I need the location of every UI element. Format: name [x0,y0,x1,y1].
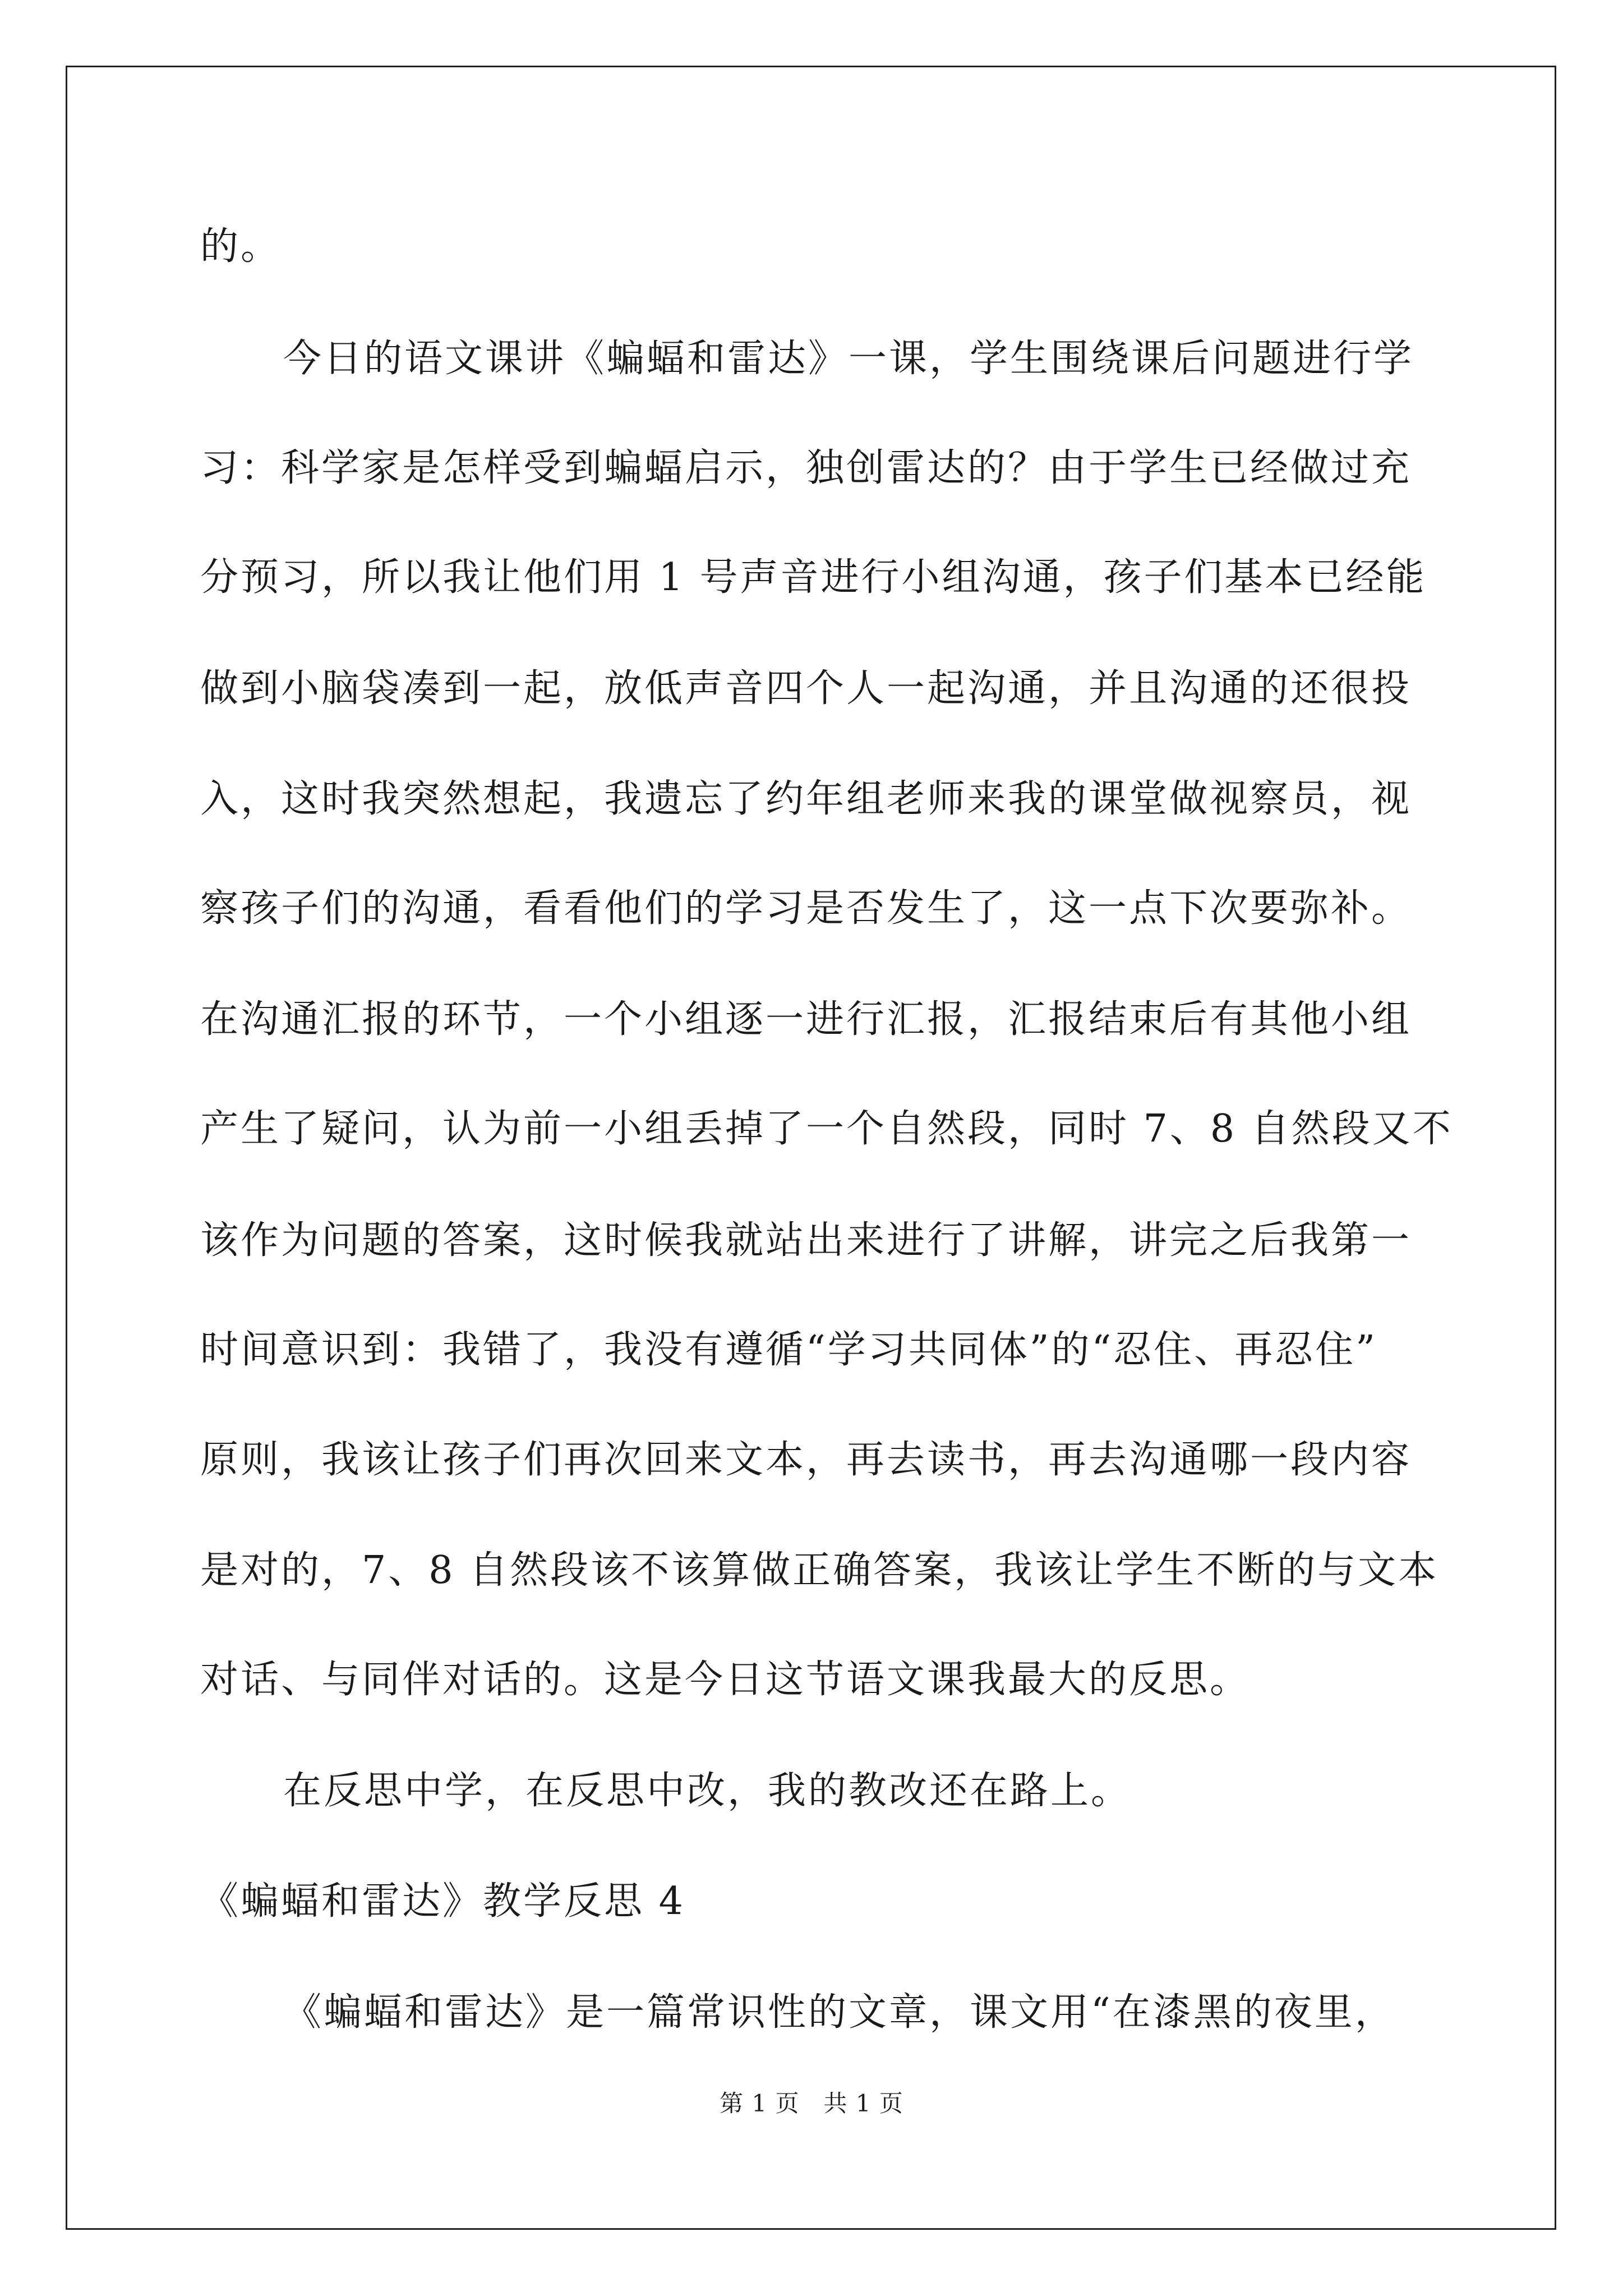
paragraph-line: 习：科学家是怎样受到蝙蝠启示，独创雷达的？由于学生已经做过充 [200,446,1412,490]
paragraph-line: 分预习，所以我让他们用 1 号声音进行小组沟通，孩子们基本已经能 [200,555,1427,600]
paragraph-line: 该作为问题的答案，这时候我就站出来进行了讲解，讲完之后我第一 [200,1218,1412,1263]
paragraph-line: 是对的，7、8 自然段该不该算做正确答案，我该让学生不断的与文本 [200,1548,1439,1593]
text-line: 的。 [200,224,282,269]
paragraph-line: 对话、与同伴对话的。这是今日这节语文课我最大的反思。 [200,1658,1251,1702]
paragraph-line: 时间意识到：我错了，我没有遵循“学习共同体”的“忍住、再忍住” [200,1328,1378,1372]
paragraph-line: 产生了疑问，认为前一小组丢掉了一个自然段，同时 7、8 自然段又不 [200,1107,1453,1151]
section-heading: 《蝙蝠和雷达》教学反思 4 [200,1879,685,1924]
paragraph-line: 原则，我该让孩子们再次回来文本，再去读书，再去沟通哪一段内容 [200,1438,1412,1482]
paragraph-line: 在沟通汇报的环节，一个小组逐一进行汇报，汇报结束后有其他小组 [200,997,1412,1042]
paragraph-line: 《蝙蝠和雷达》是一篇常识性的文章，课文用“在漆黑的夜里， [283,1990,1395,2035]
paragraph-line: 入，这时我突然想起，我遗忘了约年组老师来我的课堂做视察员，视 [200,777,1412,821]
paragraph-line: 今日的语文课讲《蝙蝠和雷达》一课，学生围绕课后问题进行学 [283,337,1414,381]
paragraph-line: 在反思中学，在反思中改，我的教改还在路上。 [283,1769,1132,1813]
paragraph-line: 察孩子们的沟通，看看他们的学习是否发生了，这一点下次要弥补。 [200,886,1412,931]
paragraph-line: 做到小脑袋凑到一起，放低声音四个人一起沟通，并且沟通的还很投 [200,666,1412,711]
page-number-footer: 第 1 页 共 1 页 [720,2090,903,2117]
